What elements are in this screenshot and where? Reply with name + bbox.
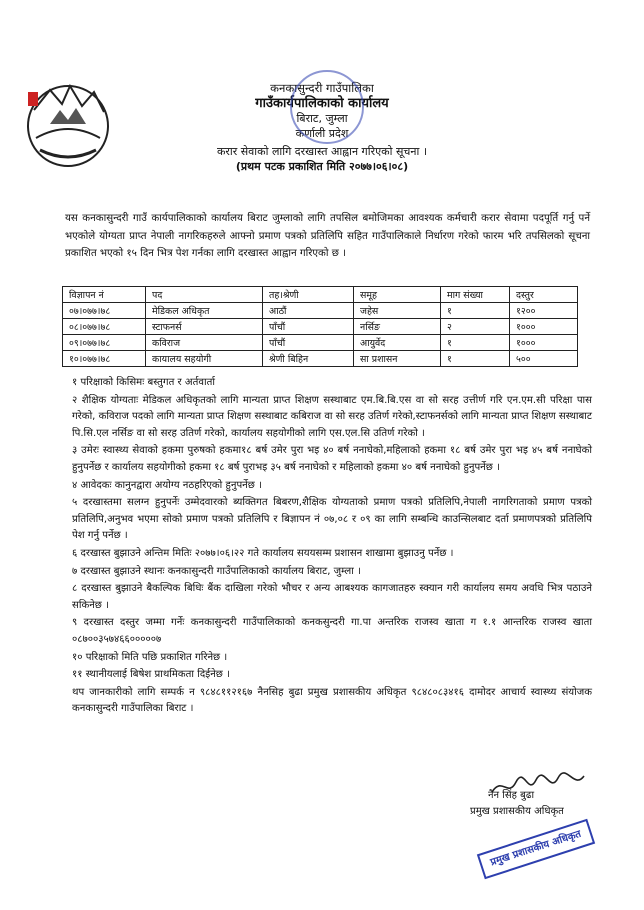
cell-ad-no: १०।०७७।७८: [63, 351, 146, 367]
condition-item: ५ दरखास्तमा सलग्न हुनुपर्नेः उम्मेदवारको ब्यक्तिगत बिबरण,शैक्षिक योग्यताको प्रमाण पत्रको प्रतिलिपि,नेपाली नागरिगताको प्रमाण पत्रको प्रतिलिपि,अनुभव भएमा सोको प्रमाण पत्रको प्रतिलिपि र बिज्ञापन नं ०७,०८ र ०९ का लागि सम्बन्धि काउन्सिलबाट दर्ता प्रमाणपत्रको प्रतिलिपि पेश गर्नु पर्नेछ ।: [72, 497, 592, 542]
cell-ad-no: ०७।०७७।७८: [63, 303, 146, 319]
signatory-name: नैन सिंह बुढा: [488, 790, 535, 801]
contact-info: थप जानकारीको लागि सम्पर्क न ९८४८११२१६७ नैनसिह बुढा प्रमुख प्रशासकीय अधिकृत ९८४८०८३४१६ दामोदर आचार्य स्वास्थ्य संयोजक कनकासुन्दरी गाउँपालिका बिराट ।: [72, 686, 592, 715]
cell-ad-no: ०८।०७७।७८: [63, 319, 146, 335]
cell-demand: १: [441, 335, 510, 351]
col-group: समूह: [354, 287, 441, 303]
cell-demand: १: [441, 351, 510, 367]
conditions-list: [72, 375, 592, 719]
cell-post: कायालय सहयोगी: [146, 351, 263, 367]
stamp-text: प्रमुख प्रशासकीय अधिकृत: [489, 828, 583, 869]
signature-block: [470, 788, 564, 820]
table-row: [63, 303, 578, 319]
cell-level: पाँचौं: [263, 335, 354, 351]
table-header-row: [63, 287, 578, 303]
condition-item: ३ उमेरः स्वास्थ्य सेवाको हकमा पुरुषको हकमा१८ बर्ष उमेर पुरा भइ ४० बर्ष ननाघेको,महिलाको हकमा १८ बर्ष उमेर पुरा भइ ४५ बर्ष ननाघेको हुनुपर्नेछ र कार्यालय सहयोगीको हकमा १८ बर्ष पुराभइ ३५ बर्ष ननाघेको र महिलाको हकमा ४० बर्ष ननाघेको हुनुपर्नेछ ।: [72, 445, 592, 473]
condition-item: ४ आवेदकः कानुनद्वारा अयोग्य नठहरिएको हुनुपर्नेछ ।: [72, 479, 262, 491]
condition-item: १ परिक्षाको किसिमः बस्तुगत र अर्तवार्ता: [72, 377, 215, 388]
condition-item: ११ स्थानीयलाई बिषेश प्राथमिकता दिईनेछ ।: [72, 669, 230, 681]
office-name: गाउँकार्यपालिकाको कार्यालय: [255, 96, 389, 111]
cell-fee: ५००: [510, 351, 578, 367]
condition-item: ६ दरखास्त बुझाउने अन्तिम मितिः २०७७।०६।२२ गते कार्यालय सययसम्म प्रशासन शाखामा बुझाउनु पर्नेछ ।: [72, 547, 454, 559]
cell-demand: १: [441, 303, 510, 319]
signatory-title: प्रमुख प्रशासकीय अधिकृत: [470, 806, 564, 817]
cell-group: आयुर्वेद: [354, 335, 441, 351]
cell-fee: १०००: [510, 319, 578, 335]
cell-group: नर्सिङ: [354, 319, 441, 335]
table-row: [63, 335, 578, 351]
cell-level: आठौं: [263, 303, 354, 319]
cell-level: पाँचौं: [263, 319, 354, 335]
col-ad-no: विज्ञापन नं: [63, 287, 146, 303]
col-post: पद: [146, 287, 263, 303]
vacancy-table: [62, 286, 578, 367]
cell-demand: २: [441, 319, 510, 335]
cell-group: सा प्रशासन: [354, 351, 441, 367]
condition-item: ९ दरखास्त दस्तुर जम्मा गर्नेः कनकासुन्दरी गाउँपालिकाको कनकसुन्दरी गा.पा अन्तरिक राजस्व खाता ग १.१ आन्तरिक राजस्व खाता ०८७००३५७४६६०००००७: [72, 617, 592, 645]
office-seal: [290, 70, 364, 144]
office-address: बिराट, जुम्ला: [296, 112, 348, 125]
condition-item: २ शैक्षिक योग्यताः मेडिकल अधिकृतको लागि मान्यता प्राप्त शिक्षण सस्थाबाट एम.बि.बि.एस वा सो सरह उत्तीर्ण गरि एन.एम.सी परिक्षा पास गरेको, कविराज पदको लागि मान्यता प्राप्त शिक्षण सस्थाबाट कबिराज वा सो सरह उतिर्ण गरेको,स्टाफनर्सको लागि मान्यता प्राप्त शिक्षण सस्थाबाट पि.सि.एल नर्सिङ वा सो सरह उतिर्ण गरेको, कार्यालय सहयोगीको लागि एस.एल.सि उतिर्ण गरेको ।: [72, 394, 592, 439]
publish-date: (प्रथम पटक प्रकाशित मिति २०७७।०६।०८): [235, 160, 409, 173]
cell-fee: १०००: [510, 335, 578, 351]
cell-fee: १२००: [510, 303, 578, 319]
cell-post: स्टाफनर्स: [146, 319, 263, 335]
condition-item: १० परिक्षाको मिति पछि प्रकाशित गरिनेछ ।: [72, 651, 228, 663]
table-row: [63, 319, 578, 335]
table-row: [63, 351, 578, 367]
cell-ad-no: ०९।०७७।७८: [63, 335, 146, 351]
intro-paragraph: यस कनकासुन्दरी गाउँ कार्यपालिकाको कार्यालय बिराट जुम्लाको लागि तपसिल बमोजिमका आवश्यक कर्मचारी करार सेवामा पदपूर्ति गर्नु पर्ने भएकोले योग्यता प्राप्त नेपाली नागरिकहरुले आफ्नो प्रमाण पत्रको प्रतिलिपि सहित गाउँपालिकाले निर्धारण गरेको फारम भरि तपसिलको सूचना प्रकाशित भएको १५ दिन भित्र पेश गर्नका लागि दरखास्त आह्वान गरिएको छ ।: [65, 213, 590, 259]
notice-title: करार सेवाको लागि दरखास्त आह्वान गरिएको सूचना ।: [216, 145, 428, 158]
official-stamp: [477, 819, 595, 880]
municipality-name: कनकासुन्दरी गाउँपालिका: [270, 81, 374, 95]
condition-item: ८ दरखास्त बुझाउने बैकल्पिक बिधिः बैंक दाखिला गरेको भौचर र अन्य आबश्यक कागजातहरु स्क्यान गरी कार्यालय समय अवधि भित्र पठाउने सकिनेछ ।: [72, 583, 592, 611]
col-demand: माग संख्या: [441, 287, 510, 303]
condition-item: ७ दरखास्त बुझाउने स्थानः कनकासुन्दरी गाउँपालिकाको कार्यालय बिराट, जुम्ला ।: [72, 565, 361, 577]
province: कर्णाली प्रदेश: [295, 127, 349, 140]
cell-group: जहेस: [354, 303, 441, 319]
col-level: तह।श्रेणी: [263, 287, 354, 303]
col-fee: दस्तुर: [510, 287, 578, 303]
cell-post: कविराज: [146, 335, 263, 351]
cell-level: श्रेणी बिहिन: [263, 351, 354, 367]
cell-post: मेडिकल अधिकृत: [146, 303, 263, 319]
